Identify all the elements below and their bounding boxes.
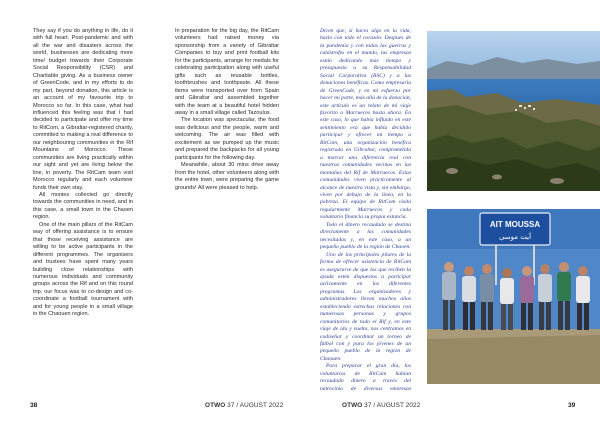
sign-text: AIT MOUSSA (489, 220, 541, 229)
group-image (427, 209, 600, 384)
paragraph: The location was spectacular, the food was delicious and the people, warm and welcoming. The air was filled with excitement as we pumped up the music and prepared the backpacks for all young participants for the following day. (175, 117, 279, 161)
footer-issue: 37 / AUGUST 2022 (364, 402, 421, 409)
paragraph: Todo el dinero recaudado se destina directamente a las comunidades necesitadas y, en este caso, a un pequeño pueblo de la región de Chaoen. (320, 221, 411, 251)
sign-arabic-text: آيت موسى (498, 233, 532, 241)
paragraph: In preparation for the big day, the RitCam volunteers had raised money via sponsorship from a variety of Gibraltar Companies to buy and print football kits for the participants, arrange for medals for celebrating participation along with useful gifts such as reusable bottles, toothbrushes and toothpaste. All these items were transported over from Spain and Gibraltar and assembled together with the team at a beautiful hotel hidden away in a small village called Tazoulus. (175, 28, 279, 116)
paragraph: Para preparar el gran día, los voluntarios de RitCam habían recaudado dinero a través del patrocinio de diversas empresas (320, 363, 411, 390)
paragraph: They say if you do anything in life, do it with full heart. Post-pandemic and with all the war and disasters across the world, businesses are dedicating more time/ budget towards their Corporate Social Responsibility (CSR) and Charitable giving. As a business owner of GreenCode, and in my efforts to do my part, beyond donation, this article is an account of my favourite trip to Morocco so far. In this case, what had influenced this feeling was that I had decided to participate and offer my time to RitCom, a Gibraltar-registered charity, committed to making a real difference to our neighbouring communities in the Rif Mountains of Morocco. These communities are living practically within our sight and yet are living below the line, in poverty. The RitCam team visit Morocco regularly and each volunteer funds their own stay. (33, 28, 133, 191)
footer-issue: 37 / AUGUST 2022 (227, 402, 284, 409)
landscape-photo (427, 31, 600, 191)
paragraph: Uno de los principales pilares de la forma de ofrecer asistencia de RitCam es asegurarse de que los que reciben la ayuda estén dispuestos a participar activamente en los diferentes programas. Los organizadores y administradores llevan muchos años estableciendo estrechas relaciones con numerosas personas y grupos comunitarios de todo el Rif y, en este viaje de ida y vuelta, nos centramos en codiseñar y coordinar un torneo de fútbol con y para los jóvenes de un pequeño pueblo de la región de Chaouen. (320, 251, 411, 362)
article-column-english-1 (33, 28, 133, 390)
paragraph: One of the main pillars of the RitCam way of offering assistance is to ensure that those receiving assistance are willing to be active participants in the different programmes. The organisers and trustees have spent many years building close relationships with numerous individuals and community groups across the Rif and on this round trip, our focus was to co-design and co-coordinate a football tournament with and for young people in a small village in the Chaouen region. (33, 221, 133, 318)
footer-brand: OTWO (205, 402, 226, 409)
paragraph: Meanwhile, about 30 mins drive away from the hotel, other volunteers along with the entire town, were preparing the game grounds! All were pleased to help. (175, 162, 279, 191)
paragraph: All monies collected go directly towards the communities in need, and in this case, a small town in the Chaoen region. (33, 191, 133, 221)
paragraph: Dicen que, si haces algo en la vida, hazlo con todo el corazón. Después de la pandemia y con todas las guerras y catástrofes en el mundo, las empresas están dedicando más tiempo y presupuesto a su Responsabilidad Social Corporativa (RSC) y a las donaciones benéficas. Como empresaria de GreenCode, y en mi esfuerzo por hacer mi parte, más allá de la donación, este artículo es un relato de mi viaje favorito a Marruecos hasta ahora. En este caso, lo que había influido en este sentimiento era que había decidido participar y ofrecer mi tiempo a RitCom, una organización benéfica registrada en Gibraltar, comprometida a marcar una diferencia real con nuestras comunidades vecinas en las montañas del Rif de Marruecos. Estas comunidades viven prácticamente al alcance de nuestra vista y, sin embargo, viven por debajo de la línea, en la pobreza. El equipo de RitCom visita regularmente Marruecos y cada voluntario financia su propia estancia. (320, 28, 411, 221)
page-number-right: 39 (568, 402, 576, 409)
article-column-spanish (320, 28, 411, 390)
article-column-english-2 (175, 28, 279, 390)
footer-right (342, 402, 420, 409)
footer-left (205, 402, 283, 409)
page-number-left: 38 (30, 402, 38, 409)
footer-brand: OTWO (342, 402, 363, 409)
group-photo (427, 209, 600, 384)
landscape-image (427, 31, 600, 191)
